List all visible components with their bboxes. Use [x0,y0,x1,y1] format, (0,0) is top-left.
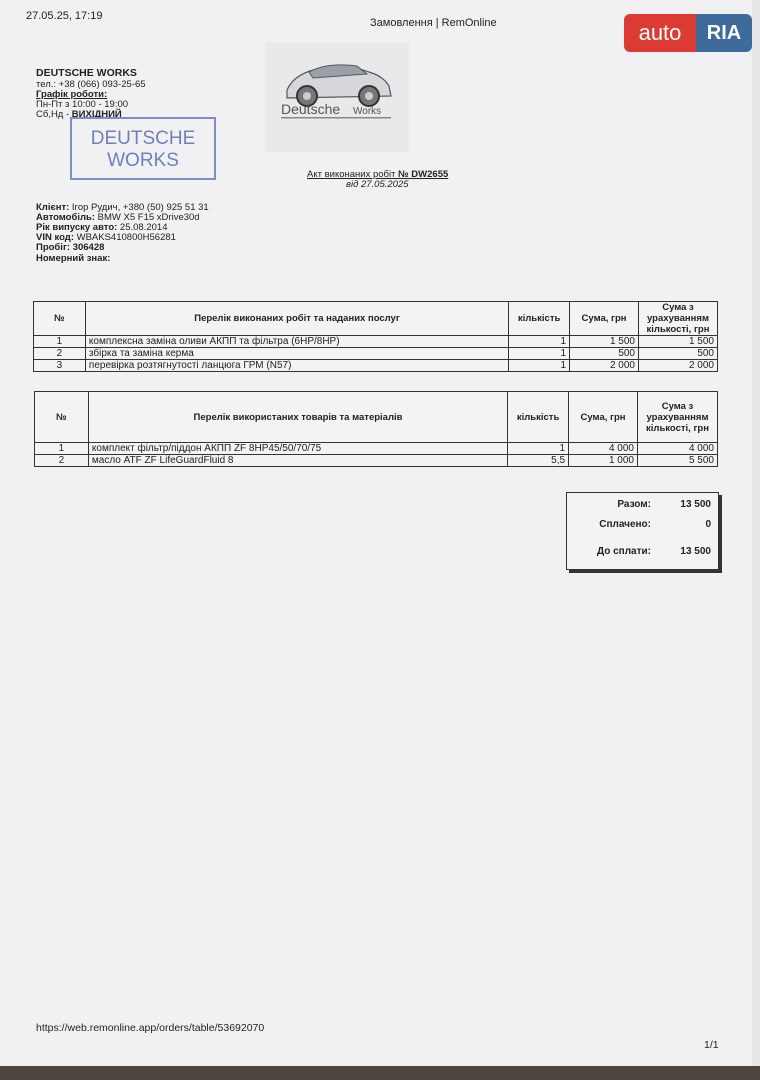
year-label: Рік випуску авто: [36,222,118,233]
schedule-label: Графік роботи: [36,89,108,100]
company-logo [265,42,409,152]
cell-sum: 500 [570,348,639,360]
due-label: До сплати: [596,546,651,557]
mileage-line [36,242,104,253]
cell-number: 2 [34,348,86,360]
client-label: Клієнт: [36,202,70,213]
logo-text-deutsche: Deutsche [281,101,341,117]
materials-col-name: Перелік використаних товарів та матеріалів [88,392,507,443]
cell-sum: 1 000 [569,455,638,467]
year-value: 25.08.2014 [117,222,168,233]
cell-name: комплексна заміна оливи АКПП та фільтра (6HP/8HP) [85,336,508,348]
vin-label: VIN код: [36,232,74,243]
materials-col-sum: Сума, грн [569,392,638,443]
total-label: Разом: [617,499,651,510]
cell-number: 1 [35,443,89,455]
stamp-line-1: DEUTSCHE [90,128,196,149]
footer-url: https://web.remonline.app/orders/table/53692070 [36,1022,265,1034]
client-value: Ігор Рудич, +380 (50) 925 51 31 [69,202,209,213]
mileage-label: Пробіг: [36,242,71,253]
cell-total: 500 [639,348,718,360]
cell-total: 2 000 [639,360,718,372]
logo-text-works: Works [353,106,382,117]
cell-sum: 4 000 [569,443,638,455]
cell-number: 3 [34,360,86,372]
works-header-row [34,302,718,336]
watermark-ria: RIA [696,14,752,52]
cell-sum: 2 000 [570,360,639,372]
act-date: від 27.05.2025 [346,179,409,190]
schedule-weekdays: Пн-Пт з 10:00 - 19:00 [36,99,129,110]
car-logo-icon [265,42,409,152]
company-stamp [70,117,216,180]
cell-qty: 5,5 [508,455,569,467]
cell-qty: 1 [509,336,570,348]
cell-name: збірка та заміна керма [85,348,508,360]
mileage-value: 306428 [70,242,105,253]
watermark-auto: auto [624,14,696,52]
plate-label: Номерний знак: [36,253,111,264]
table-row [34,360,718,372]
car-label: Автомобіль: [36,212,96,223]
cell-qty: 1 [508,443,569,455]
cell-name: перевірка розтягнутості ланцюга ГРМ (N57) [85,360,508,372]
materials-header-row [35,392,718,443]
materials-col-total: Сума з урахуванням кількості, грн [637,392,717,443]
cell-name: масло ATF ZF LifeGuardFluid 8 [88,455,507,467]
autoria-watermark [624,14,752,52]
footer-page-number: 1/1 [704,1039,719,1051]
table-row [34,336,718,348]
cell-total: 1 500 [639,336,718,348]
materials-col-number: № [35,392,89,443]
car-value: BMW X5 F15 xDrive30d [95,212,200,223]
totals-box [566,492,719,570]
works-table [33,301,718,372]
act-number: № DW2655 [398,169,449,180]
works-col-sum: Сума, грн [570,302,639,336]
table-surface [0,1066,760,1080]
works-col-total: Сума з урахуванням кількості, грн [639,302,718,336]
table-row [35,443,718,455]
cell-name: комплект фільтр/піддон АКПП ZF 8HP45/50/70/75 [88,443,507,455]
works-col-qty: кількість [509,302,570,336]
company-phone: тел.: +38 (066) 093-25-65 [36,79,146,90]
cell-total: 4 000 [637,443,717,455]
cell-total: 5 500 [637,455,717,467]
cell-qty: 1 [509,360,570,372]
schedule-weekend-value: ВИХІДНИЙ [71,109,122,120]
materials-table [34,391,718,467]
paid-label: Сплачено: [599,519,651,530]
stamp-line-2: WORKS [107,150,179,171]
cell-number: 2 [35,455,89,467]
cell-number: 1 [34,336,86,348]
cell-qty: 1 [509,348,570,360]
total-value: 13 500 [680,499,711,510]
works-col-name: Перелік виконаних робіт та наданих послуг [85,302,508,336]
paid-value: 0 [705,519,711,530]
company-name: DEUTSCHE WORKS [36,67,137,79]
materials-col-qty: кількість [508,392,569,443]
due-value: 13 500 [680,546,711,557]
vin-value: WBAKS410800H56281 [73,232,176,243]
print-datetime: 27.05.25, 17:19 [26,10,103,22]
act-title-prefix: Акт виконаних робіт [307,169,399,180]
cell-sum: 1 500 [570,336,639,348]
schedule-weekend-prefix: Сб,Нд - [36,109,72,120]
works-col-number: № [34,302,86,336]
table-row [34,348,718,360]
print-page-title: Замовлення | RemOnline [370,17,497,29]
table-row [35,455,718,467]
